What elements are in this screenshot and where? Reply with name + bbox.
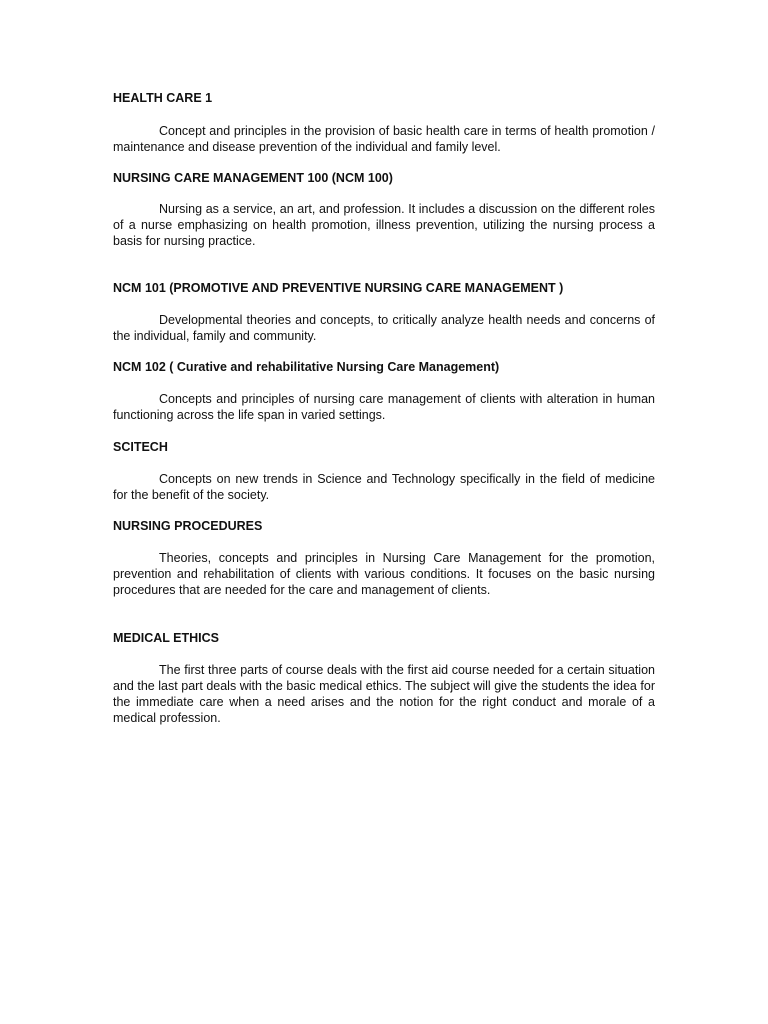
section-body-health-care-1: Concept and principles in the provision of basic health care in terms of health promotion / maintenance and disease prevention of the individual and family level. xyxy=(113,124,655,154)
section-body-nursing-procedures: Theories, concepts and principles in Nursing Care Management for the promotion, prevention and rehabilitation of clients with various conditions. It focuses on the basic nursing procedures that are needed for the care and management of clients. xyxy=(113,551,655,597)
section-heading-nursing-procedures: NURSING PROCEDURES xyxy=(113,519,263,533)
section-body-ncm-101: Developmental theories and concepts, to critically analyze health needs and concerns of the individual, family and community. xyxy=(113,313,655,343)
section-heading-ncm-101: NCM 101 (PROMOTIVE AND PREVENTIVE NURSING CARE MANAGEMENT ) xyxy=(113,281,564,295)
section-heading-ncm-102: NCM 102 ( Curative and rehabilitative Nursing Care Management) xyxy=(113,360,500,374)
section-heading-health-care-1: HEALTH CARE 1 xyxy=(113,91,213,105)
section-body-ncm-100: Nursing as a service, an art, and profession. It includes a discussion on the different roles of a nurse emphasizing on health promotion, illness prevention, utilizing the nursing process a basis for nursing practice. xyxy=(113,202,655,248)
section-body-ncm-102: Concepts and principles of nursing care management of clients with alteration in human functioning across the life span in varied settings. xyxy=(113,392,655,422)
section-heading-ncm-100: NURSING CARE MANAGEMENT 100 (NCM 100) xyxy=(113,171,393,185)
section-body-scitech: Concepts on new trends in Science and Technology specifically in the field of medicine for the benefit of the society. xyxy=(113,472,655,502)
section-body-medical-ethics: The first three parts of course deals with the first aid course needed for a certain situation and the last part deals with the basic medical ethics. The subject will give the students the idea for the immediate care when a need arises and the notion for the right conduct and morale of a medical profession. xyxy=(113,663,655,725)
section-heading-scitech: SCITECH xyxy=(113,440,168,454)
section-heading-medical-ethics: MEDICAL ETHICS xyxy=(113,631,220,645)
